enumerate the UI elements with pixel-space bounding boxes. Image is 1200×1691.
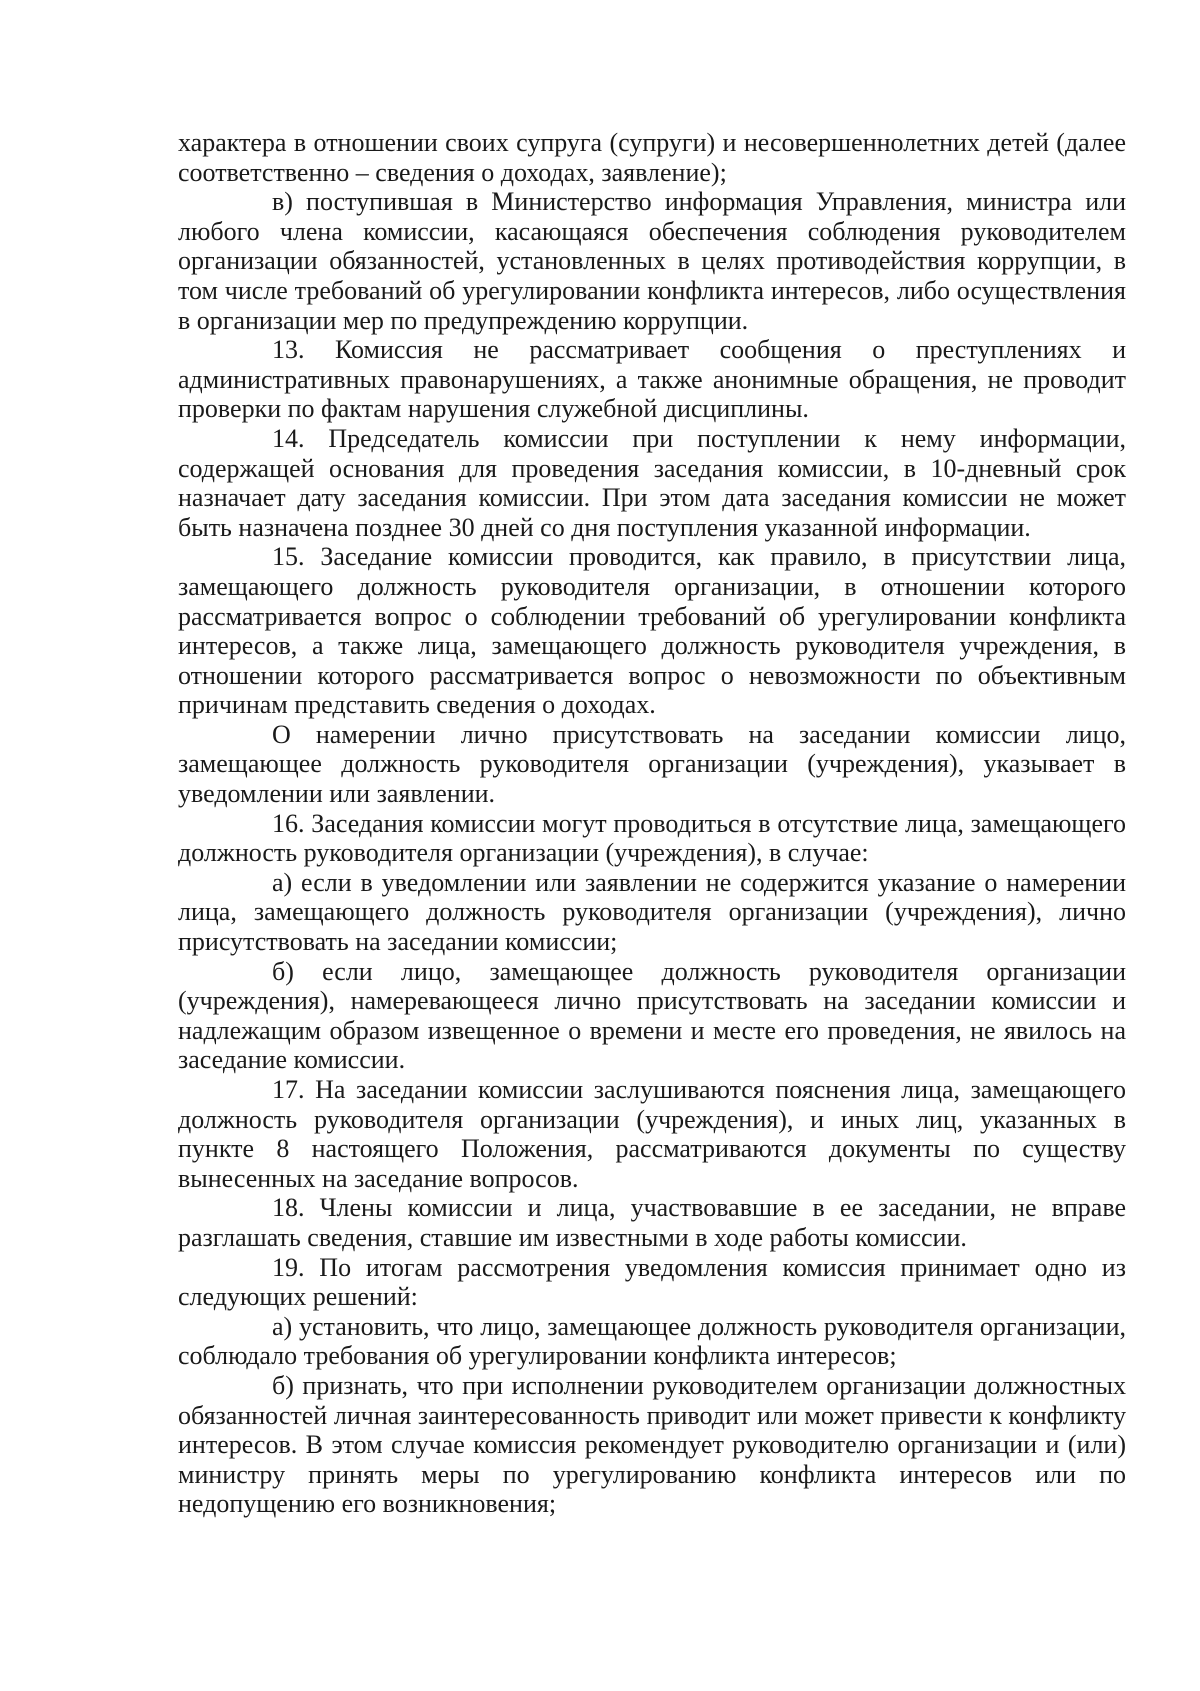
- paragraph-item-15: 15. Заседание комиссии проводится, как правило, в присутствии лица, замещающего должность руководителя организации, в отношении которого рассматривается вопрос о соблюдении требований об урегулировании конфликта интересов, а также лица, замещающего должность руководителя учреждения, в отношении которого рассматривается вопрос о невозможности по объективным причинам представить сведения о доходах.: [178, 542, 1126, 720]
- paragraph-item-16a: а) если в уведомлении или заявлении не содержится указание о намерении лица, замещающего должность руководителя организации (учреждения), лично присутствовать на заседании комиссии;: [178, 867, 1126, 957]
- paragraph-item-13: 13. Комиссия не рассматривает сообщения о преступлениях и административных правонарушениях, а также анонимные обращения, не проводит проверки по фактам нарушения служебной дисциплины.: [178, 335, 1126, 424]
- paragraph-item-16: 16. Заседания комиссии могут проводиться в отсутствие лица, замещающего должность руководителя организации (учреждения), в случае:: [178, 808, 1126, 868]
- paragraph-item-16b: б) если лицо, замещающее должность руководителя организации (учреждения), намеревающееся лично присутствовать на заседании комиссии и надлежащим образом извещенное о времени и месте его проведения, не явилось на заседание комиссии.: [178, 956, 1126, 1075]
- paragraph-item-18: 18. Члены комиссии и лица, участвовавшие в ее заседании, не вправе разглашать сведения, ставшие им известными в ходе работы комиссии.: [178, 1193, 1126, 1252]
- paragraph-item-19a: а) установить, что лицо, замещающее должность руководителя организации, соблюдало требования об урегулировании конфликта интересов;: [178, 1311, 1126, 1371]
- paragraph-continuation: характера в отношении своих супруга (супруги) и несовершеннолетних детей (далее соответственно – сведения о доходах, заявление);: [178, 128, 1126, 187]
- paragraph-item-19: 19. По итогам рассмотрения уведомления комиссия принимает одно из следующих решений:: [178, 1252, 1126, 1312]
- paragraph-item-19b: б) признать, что при исполнении руководителем организации должностных обязанностей личная заинтересованность приводит или может привести к конфликту интересов. В этом случае комиссия рекомендует руководителю организации и (или) министру принять меры по урегулированию конфликта интересов или по недопущению его возникновения;: [178, 1370, 1126, 1519]
- paragraph-item-12v: в) поступившая в Министерство информация Управления, министра или любого члена комиссии, касающаяся обеспечения соблюдения руководителем организации обязанностей, установленных в целях противодействия коррупции, в том числе требований об урегулировании конфликта интересов, либо осуществления в организации мер по предупреждению коррупции.: [178, 187, 1126, 335]
- document-page: [178, 128, 1126, 1519]
- paragraph-item-15-intent: О намерении лично присутствовать на заседании комиссии лицо, замещающее должность руководителя организации (учреждения), указывает в уведомлении или заявлении.: [178, 719, 1126, 809]
- paragraph-item-17: 17. На заседании комиссии заслушиваются пояснения лица, замещающего должность руководителя организации (учреждения), и иных лиц, указанных в пункте 8 настоящего Положения, рассматриваются документы по существу вынесенных на заседание вопросов.: [178, 1075, 1126, 1193]
- paragraph-item-14: 14. Председатель комиссии при поступлении к нему информации, содержащей основания для проведения заседания комиссии, в 10-дневный срок назначает дату заседания комиссии. При этом дата заседания комиссии не может быть назначена позднее 30 дней со дня поступления указанной информации.: [178, 423, 1126, 542]
